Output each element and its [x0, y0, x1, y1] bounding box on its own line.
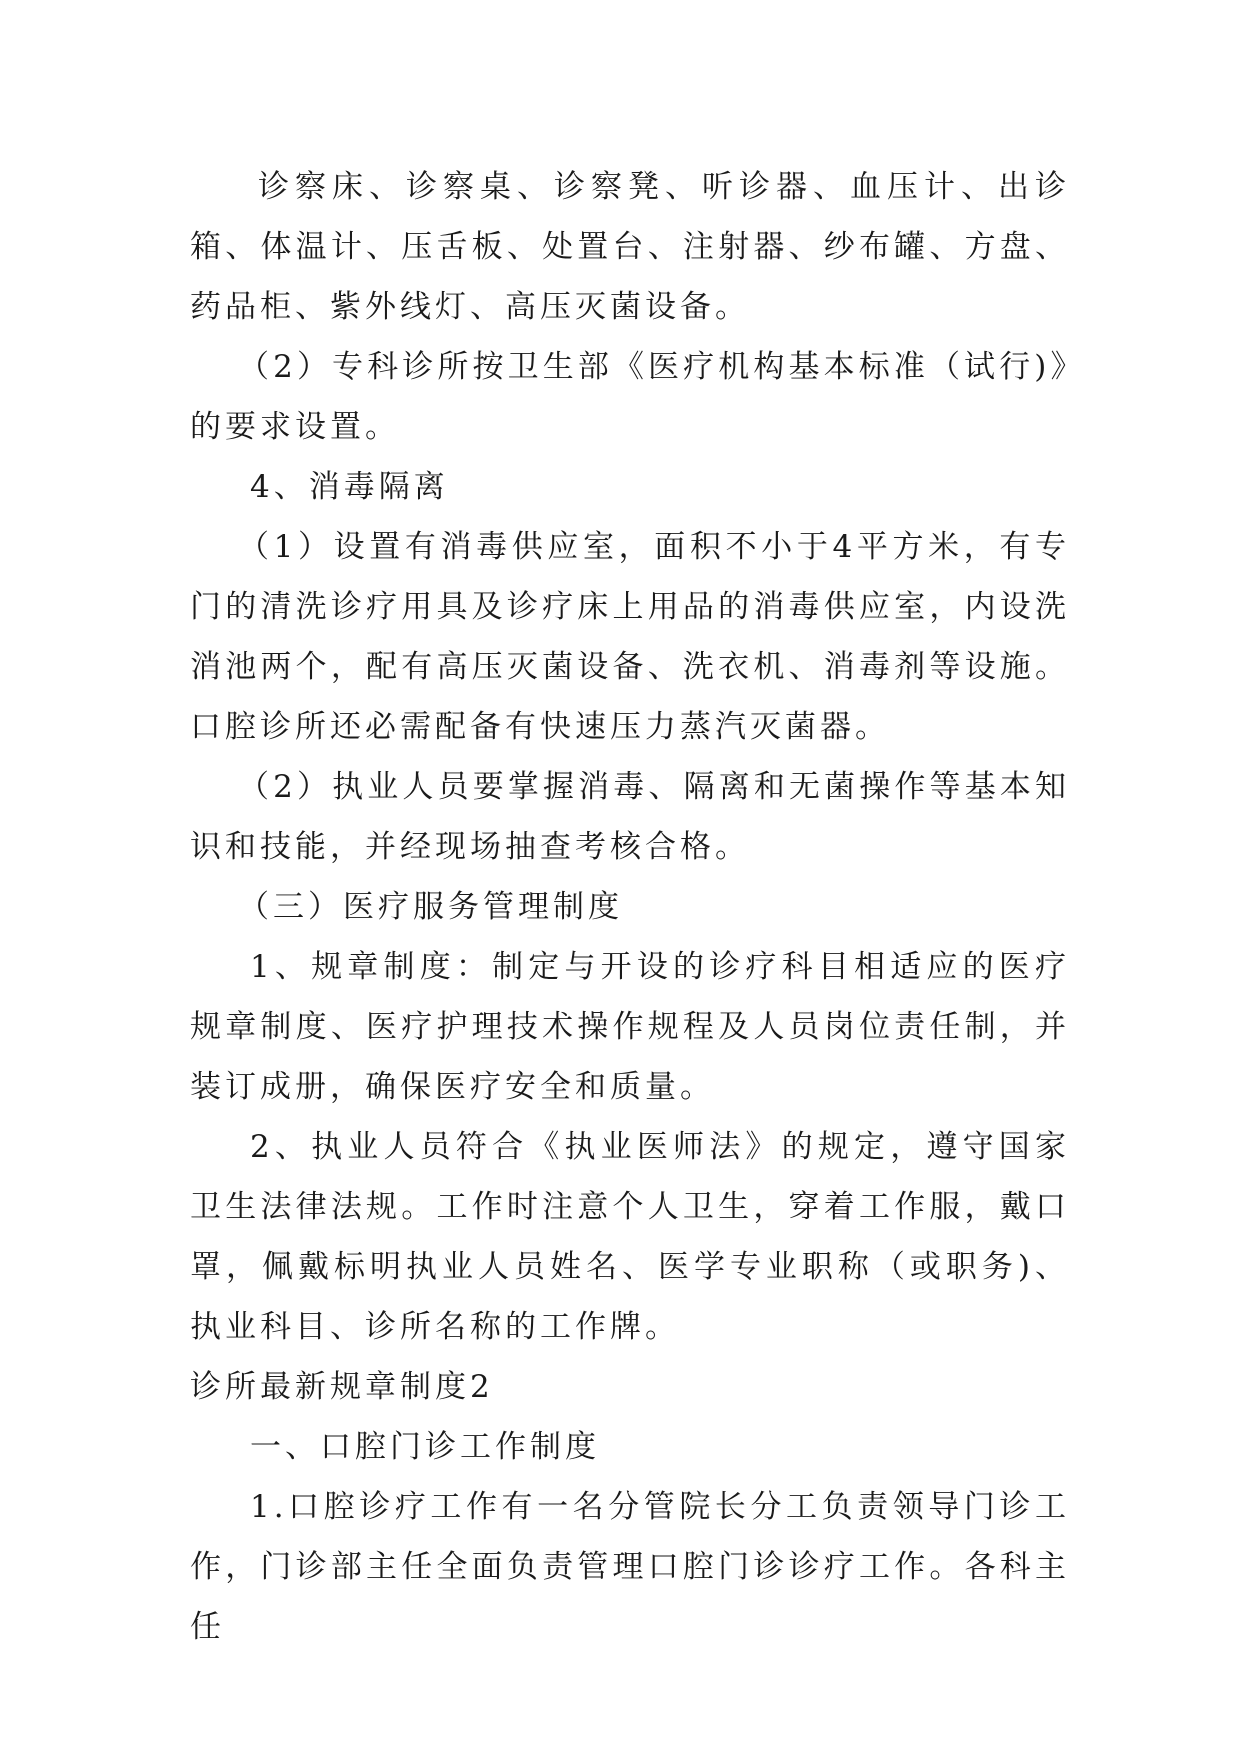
paragraph-staff-compliance: 2、执业人员符合《执业医师法》的规定，遵守国家卫生法律法规。工作时注意个人卫生，穿着工作服，戴口罩，佩戴标明执业人员姓名、医学专业职称（或职务)、执业科目、诊所名称的工作牌。 — [190, 1129, 1070, 1345]
paragraph-equipment-list: 诊察床、诊察桌、诊察凳、听诊器、血压计、出诊箱、体温计、压舌板、处置台、注射器、纱布罐、方盘、药品柜、紫外线灯、高压灭菌设备。 — [190, 169, 1070, 325]
paragraph-staff-skills: （2）执业人员要掌握消毒、隔离和无菌操作等基本知识和技能，并经现场抽查考核合格。 — [190, 769, 1070, 865]
heading-dental: 一、口腔门诊工作制度 — [250, 1429, 600, 1465]
paragraph-dental-rule-1: 1.口腔诊疗工作有一名分管院长分工负责领导门诊工作，门诊部主任全面负责管理口腔门诊诊疗工作。各科主任 — [190, 1489, 1070, 1645]
heading-disinfection: 4、消毒隔离 — [250, 469, 449, 505]
paragraph-specialty-clinic: （2）专科诊所按卫生部《医疗机构基本标准（试行)》的要求设置。 — [190, 349, 1070, 445]
paragraph-disinfection-room: （1）设置有消毒供应室，面积不小于4平方米，有专门的清洗诊疗用具及诊疗床上用品的消毒供应室，内设洗消池两个，配有高压灭菌设备、洗衣机、消毒剂等设施。口腔诊所还必需配备有快速压力蒸汽灭菌器。 — [190, 529, 1070, 745]
paragraph-rules-system: 1、规章制度：制定与开设的诊疗科目相适应的医疗规章制度、医疗护理技术操作规程及人员岗位责任制，并装订成册，确保医疗安全和质量。 — [190, 949, 1070, 1105]
section-title: 诊所最新规章制度2 — [190, 1369, 494, 1405]
document-body — [190, 157, 1070, 1657]
heading-service-management: （三）医疗服务管理制度 — [238, 889, 623, 925]
